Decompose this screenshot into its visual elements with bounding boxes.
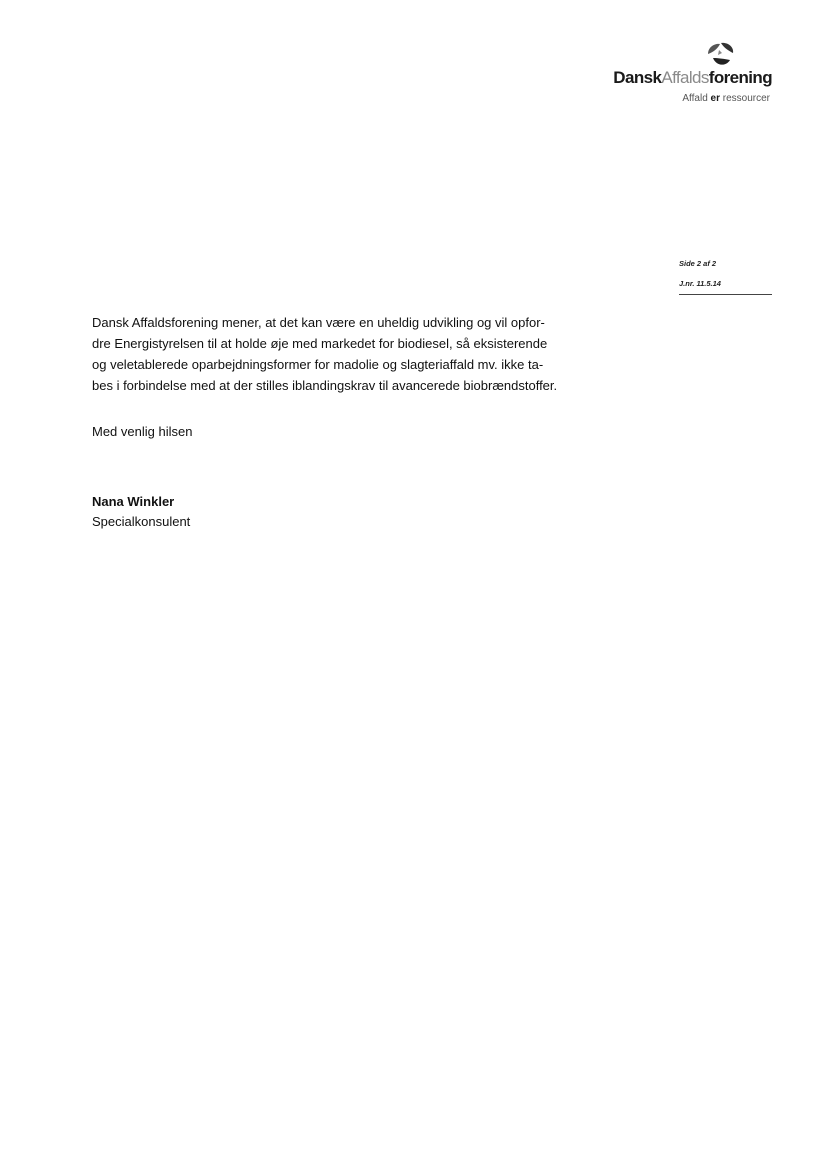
body-line: bes i forbindelse med at der stilles iblandingskrav til avancerede biobrændstoffer. xyxy=(92,378,558,393)
recycle-leaf-icon xyxy=(704,40,736,68)
signatory-title: Specialkonsulent xyxy=(92,514,191,529)
reference-divider xyxy=(679,294,772,295)
body-paragraph xyxy=(92,312,592,396)
page-number: Side 2 af 2 xyxy=(679,259,717,268)
logo-wordmark: DanskAffaldsforening xyxy=(613,68,772,87)
signatory-name: Nana Winkler xyxy=(92,494,175,509)
reference-block xyxy=(679,259,774,295)
organization-logo xyxy=(572,38,772,110)
body-line: Dansk Affaldsforening mener, at det kan være en uheldig udvikling og vil opfor- xyxy=(92,315,545,330)
body-line: dre Energistyrelsen til at holde øje med markedet for biodiesel, så eksisterende xyxy=(92,336,548,351)
body-line: og veletablerede oparbejdningsformer for madolie og slagteriaffald mv. ikke ta- xyxy=(92,357,544,372)
closing-salutation: Med venlig hilsen xyxy=(92,424,193,439)
journal-number: J.nr. 11.5.14 xyxy=(679,279,721,288)
logo-tagline: Affald er ressourcer xyxy=(682,93,770,104)
